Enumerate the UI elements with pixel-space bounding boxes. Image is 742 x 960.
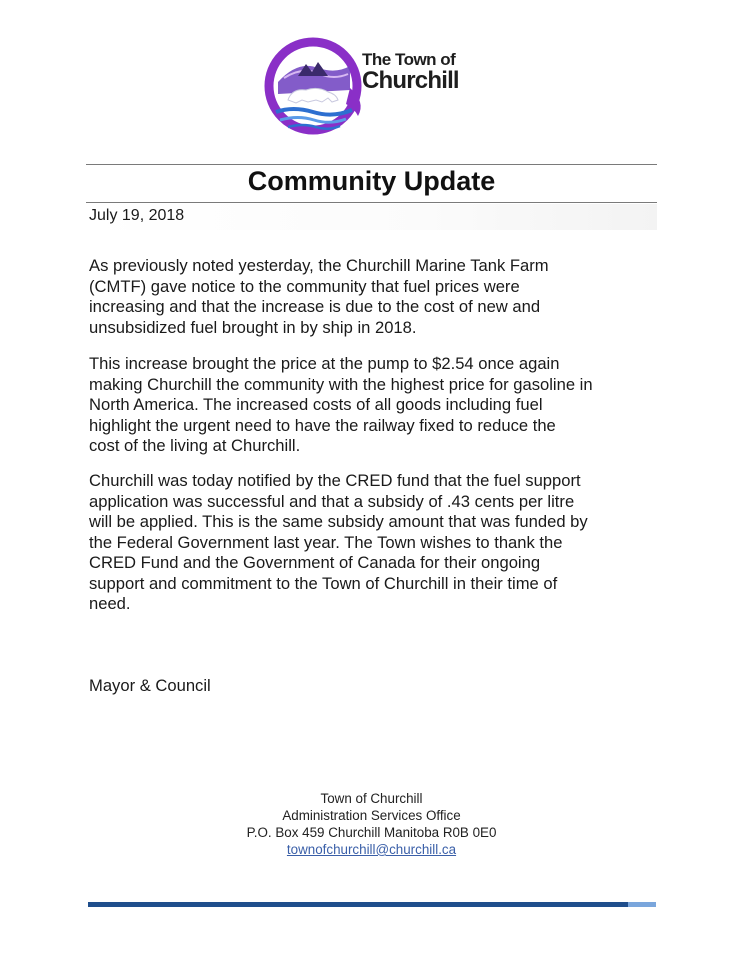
footer-address: P.O. Box 459 Churchill Manitoba R0B 0E0 bbox=[246, 825, 497, 840]
logo-text-line2: Churchill bbox=[362, 67, 459, 94]
letter-date: July 19, 2018 bbox=[89, 207, 185, 224]
footer-office: Administration Services Office bbox=[282, 808, 461, 823]
footer-email-link[interactable]: townofchurchill@churchill.ca bbox=[286, 842, 457, 857]
signoff: Mayor & Council bbox=[89, 676, 211, 695]
town-logo bbox=[258, 30, 484, 142]
page-title: Community Update bbox=[247, 166, 496, 196]
title-top-rule bbox=[86, 164, 657, 165]
footer-org: Town of Churchill bbox=[320, 791, 423, 806]
footer-contact bbox=[86, 790, 657, 858]
footer-bar bbox=[88, 902, 656, 907]
churchill-logo-emblem-icon bbox=[258, 30, 368, 142]
paragraph-2: This increase brought the price at the pump to $2.54 once again making Churchill the community with the highest price for gasoline in North America. The increased costs of all goods including fuel highlight the urgent need to have the railway fixed to reduce the cost of the living at Churchill. bbox=[89, 354, 593, 455]
title-bottom-rule bbox=[86, 202, 657, 203]
footer-bar-accent bbox=[628, 902, 656, 907]
paragraph-3: Churchill was today notified by the CRED fund that the fuel support application was successful and that a subsidy of .43 cents per litre will be applied. This is the same subsidy amount that was funded by the Federal Government last year. The Town wishes to thank the CRED Fund and the Government of Canada for their ongoing support and commitment to the Town of Churchill in their time of need. bbox=[89, 471, 588, 613]
logo-text-line1: The Town of bbox=[362, 50, 456, 69]
paragraph-1: As previously noted yesterday, the Churchill Marine Tank Farm (CMTF) gave notice to the community that fuel prices were increasing and that the increase is due to the cost of new and unsubsidized fuel brought in by ship in 2018. bbox=[89, 256, 549, 337]
